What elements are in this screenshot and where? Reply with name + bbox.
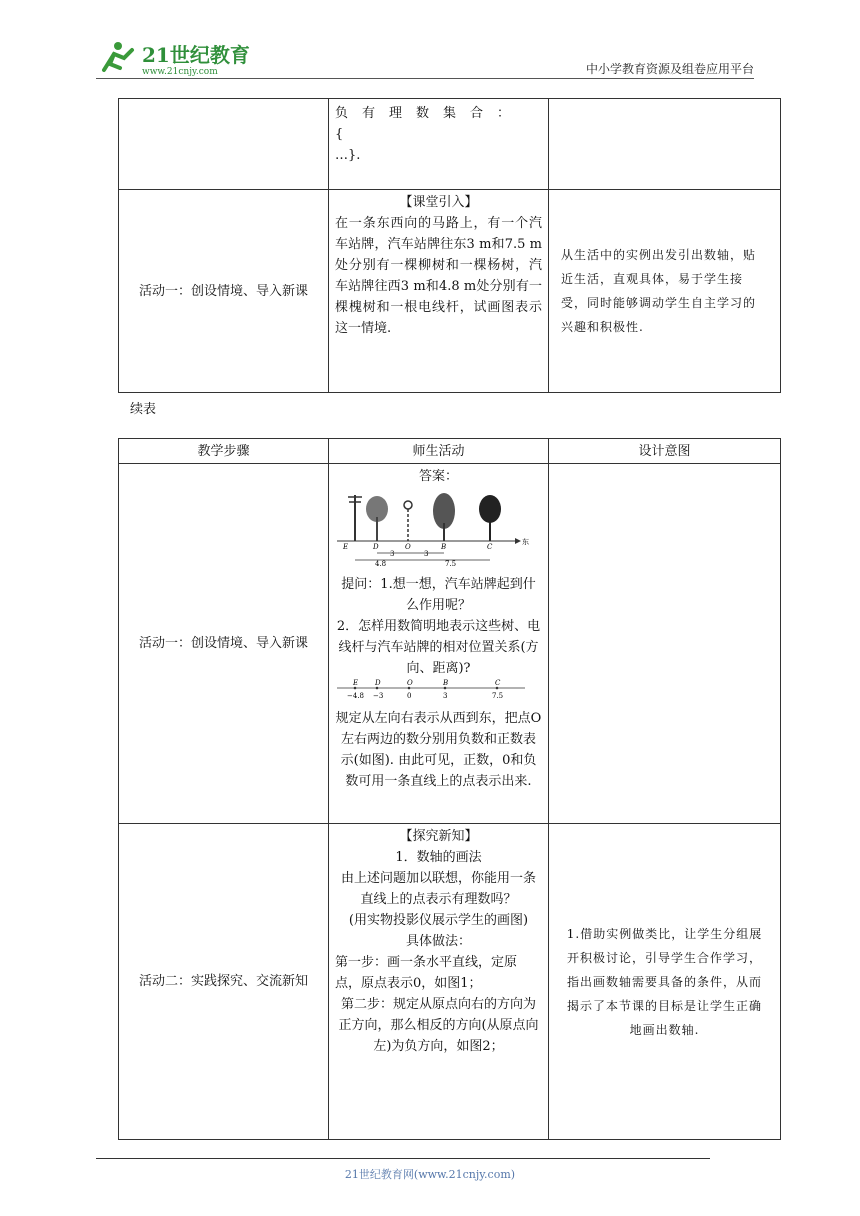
platform-name: 中小学教育资源及组卷应用平台 <box>585 62 754 76</box>
point-label: O <box>407 679 413 687</box>
header-step: 教学步骤 <box>119 439 329 464</box>
intent-cell-empty <box>549 464 781 824</box>
dimension-label: 7.5 <box>445 560 457 567</box>
header-divider <box>96 78 754 79</box>
tick-label: −4.8 <box>347 692 364 700</box>
utility-pole-icon <box>348 495 362 541</box>
east-label: 东 <box>522 538 529 546</box>
paragraph: (用实物投影仪展示学生的画图) <box>348 913 529 928</box>
activity-cell <box>329 190 549 393</box>
number-line-figure <box>335 679 529 701</box>
intent-cell: 1.借助实例做类比，让学生分组展开积极讨论，引导学生合作学习，指出画数轴需要具备的条件，从而揭示了本节课的目标是让学生正确地画出数轴. <box>549 824 781 1140</box>
step-one-text: 第一步：画一条水平直线，定原点，原点表示0，如图1； <box>335 955 518 991</box>
negative-set-label: 负有理数集合： <box>335 106 525 121</box>
table-row <box>119 464 781 824</box>
conclusion-text: 规定从左向右表示从西到东，把点O左右两边的数分别用负数和正数表示(如图). 由此可见，正数，0和负数可用一条直线上的点表示出来. <box>335 711 542 789</box>
axis-point <box>354 687 357 690</box>
east-arrow-icon <box>515 538 521 544</box>
activity-cell <box>329 824 549 1140</box>
point-label: E <box>343 543 349 551</box>
footer-divider <box>96 1158 710 1159</box>
set-close-brace: …}. <box>335 148 361 163</box>
site-logo <box>96 38 256 78</box>
dimension-label: 3 <box>424 550 429 558</box>
point-label: C <box>495 679 501 687</box>
table-row <box>119 190 781 393</box>
table-row <box>119 824 781 1140</box>
point-label: D <box>373 543 379 551</box>
tick-label: −3 <box>373 692 384 700</box>
lesson-table-top <box>118 98 781 393</box>
step-cell: 活动一：创设情境、导入新课 <box>119 464 329 824</box>
tick-label: 0 <box>407 692 412 700</box>
paragraph: 由上述问题加以联想，你能用一条直线上的点表示有理数吗？ <box>340 871 536 907</box>
continued-label: 续表 <box>130 402 157 417</box>
tick-label: 3 <box>443 692 448 700</box>
scene-figure <box>335 487 529 567</box>
axis-point <box>376 687 379 690</box>
axis-point <box>444 687 447 690</box>
point-label: B <box>443 679 449 687</box>
paragraph: 具体做法： <box>405 934 471 949</box>
header-activity: 师生活动 <box>329 439 549 464</box>
activity-cell <box>329 464 549 824</box>
axis-point <box>408 687 411 690</box>
point-label: B <box>441 543 447 551</box>
axis-point <box>496 687 499 690</box>
section-heading: 【课堂引入】 <box>399 195 478 210</box>
intent-cell-empty <box>549 99 781 190</box>
header-intent: 设计意图 <box>549 439 781 464</box>
logo-url: www.21cnjy.com <box>142 67 218 77</box>
footer-text: 21世纪教育网(www.21cnjy.com) <box>344 1168 516 1181</box>
intro-text: 在一条东西向的马路上，有一个汽车站牌，汽车站牌往东3 m和7.5 m处分别有一棵柳树和一棵杨树，汽车站牌往西3 m和4.8 m处分别有一棵槐树和一根电线杆，试画图表示这一情境. <box>335 216 542 336</box>
step-cell: 活动二：实践探究、交流新知 <box>119 824 329 1140</box>
willow-tree-icon <box>433 493 455 541</box>
question-2: 2．怎样用数简明地表示这些树、电线杆与汽车站牌的相对位置关系(方向、距离)? <box>336 619 541 676</box>
point-label: D <box>375 679 381 687</box>
point-label: O <box>405 543 411 551</box>
pagoda-tree-icon <box>366 496 388 541</box>
set-open-brace: { <box>335 127 344 142</box>
dimension-label: 4.8 <box>375 560 387 567</box>
answer-label: 答案： <box>418 469 458 484</box>
poplar-tree-icon <box>479 495 501 541</box>
intent-cell: 从生活中的实例出发引出数轴，贴近生活，直观具体，易于学生接受，同时能够调动学生自主学习的兴趣和积极性. <box>549 190 781 393</box>
table-row <box>119 99 781 190</box>
section-heading: 【探究新知】 <box>399 829 478 844</box>
activity-cell <box>329 99 549 190</box>
dimension-label: 3 <box>390 550 395 558</box>
step-cell-empty <box>119 99 329 190</box>
lesson-table-main <box>118 438 781 1140</box>
step-two-text: 第二步：规定从原点向右的方向为正方向，那么相反的方向(从原点向左)为负方向，如图2； <box>338 997 539 1054</box>
point-label: E <box>353 679 359 687</box>
table-header-row <box>119 439 781 464</box>
logo-text: 21世纪教育 <box>142 43 250 67</box>
point-label: C <box>487 543 493 551</box>
sub-heading: 1．数轴的画法 <box>395 850 482 865</box>
question-1: 提问：1.想一想，汽车站牌起到什么作用呢？ <box>341 577 536 613</box>
tick-label: 7.5 <box>492 692 504 700</box>
bus-stop-sign-icon <box>404 501 412 541</box>
step-cell: 活动一：创设情境、导入新课 <box>119 190 329 393</box>
